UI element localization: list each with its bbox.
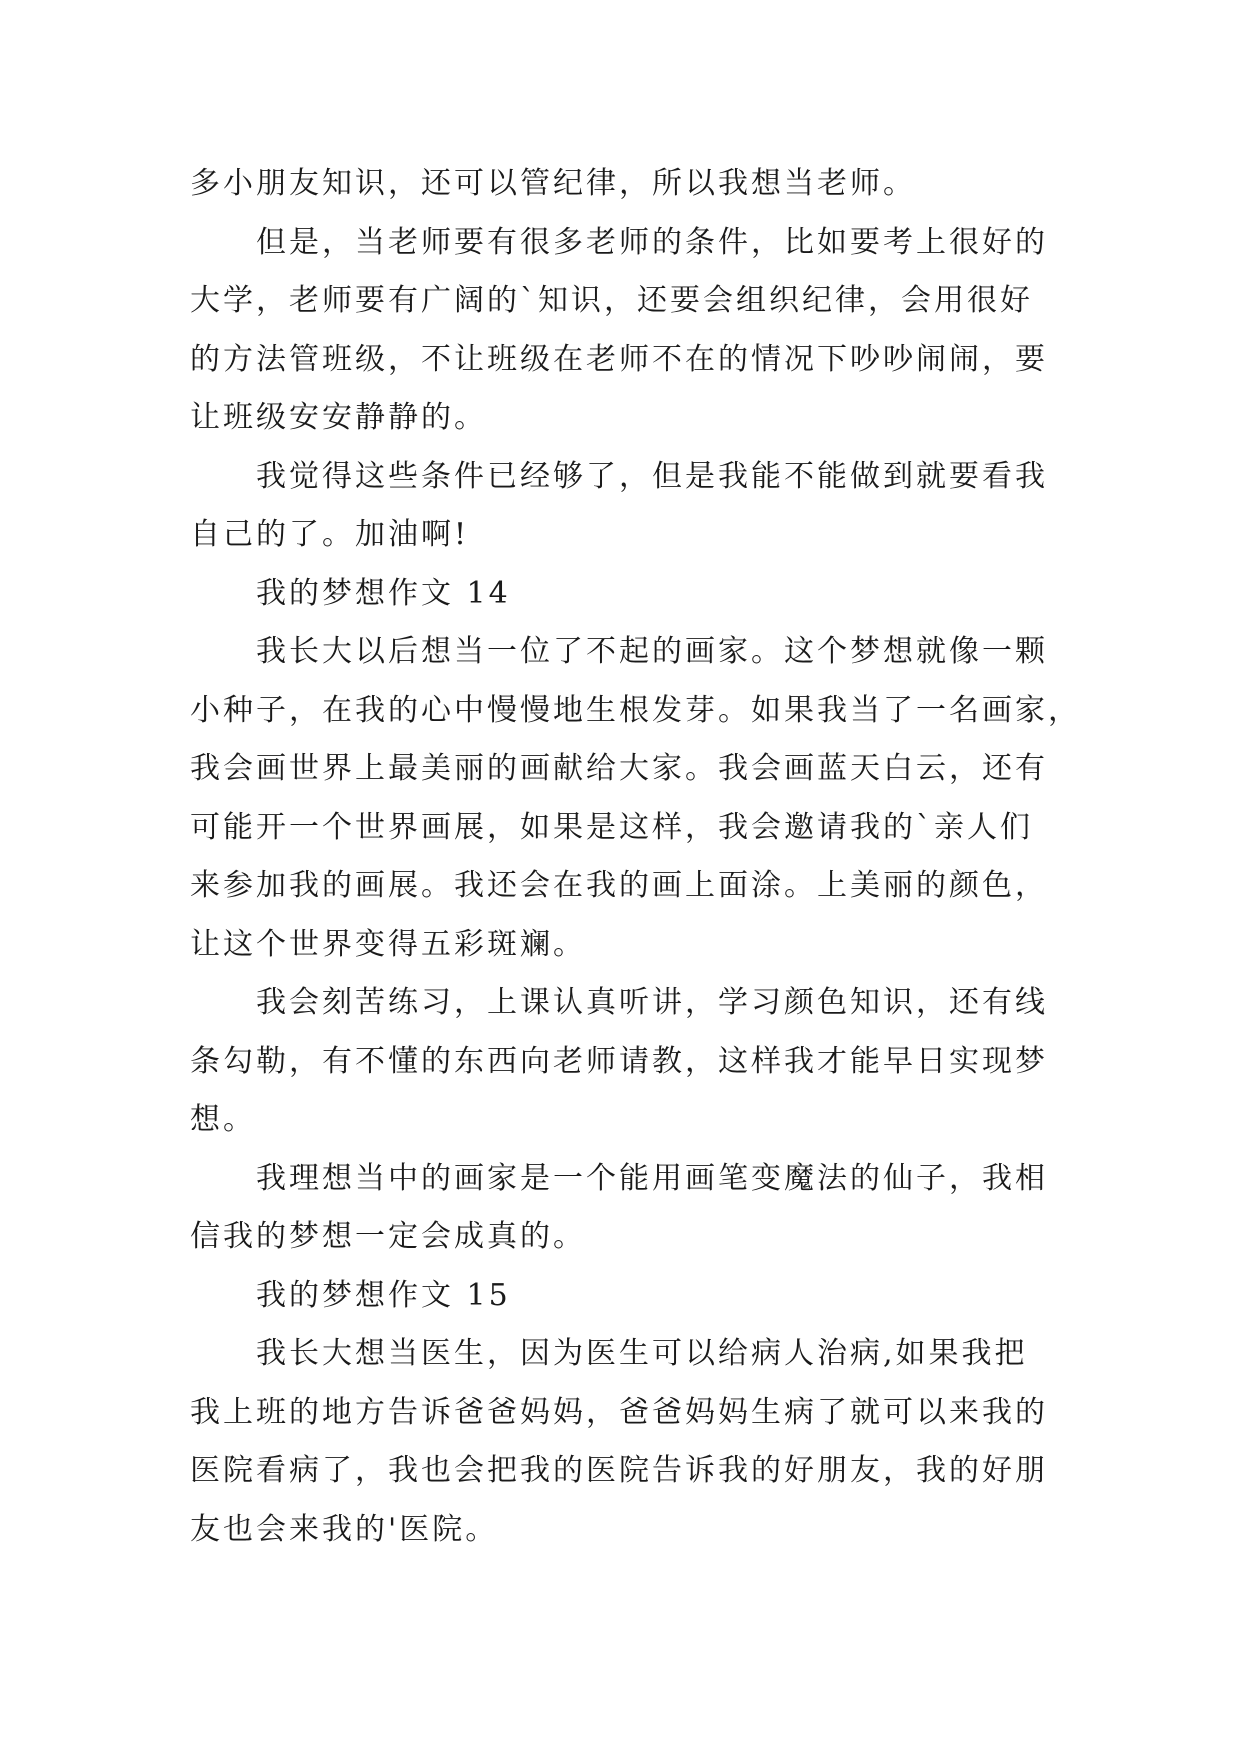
text-line: 大学，老师要有广阔的`知识，还要会组织纪律，会用很好 xyxy=(190,283,1033,318)
text-line: 想。 xyxy=(190,1102,256,1137)
text-line: 小种子，在我的心中慢慢地生根发芽。如果我当了一名画家， xyxy=(190,692,1081,728)
text-line: 自己的了。加油啊! xyxy=(190,517,470,552)
text-line: 我会画世界上最美丽的画献给大家。我会画蓝天白云，还有 xyxy=(190,751,1048,786)
text-line: 信我的梦想一定会成真的。 xyxy=(190,1219,586,1254)
text-line: 我上班的地方告诉爸爸妈妈，爸爸妈妈生病了就可以来我的 xyxy=(190,1394,1048,1430)
text-line: 我会刻苦练习，上课认真听讲，学习颜色知识，还有线 xyxy=(256,985,1048,1020)
text-line: 医院看病了，我也会把我的医院告诉我的好朋友，我的好朋 xyxy=(190,1453,1048,1488)
text-line: 让班级安安静静的。 xyxy=(190,400,487,435)
text-line: 友也会来我的'医院。 xyxy=(190,1511,499,1547)
text-line: 我长大以后想当一位了不起的画家。这个梦想就像一颗 xyxy=(256,634,1048,669)
text-line: 但是，当老师要有很多老师的条件，比如要考上很好的 xyxy=(256,224,1048,260)
text-line: 的方法管班级，不让班级在老师不在的情况下吵吵闹闹，要 xyxy=(190,341,1048,377)
text-line: 可能开一个世界画展，如果是这样，我会邀请我的`亲人们 xyxy=(190,809,1033,845)
text-line: 我理想当中的画家是一个能用画笔变魔法的仙子，我相 xyxy=(256,1160,1048,1196)
text-line: 让这个世界变得五彩斑斓。 xyxy=(190,926,586,962)
document-body xyxy=(190,155,1081,1559)
text-line: 我觉得这些条件已经够了，但是我能不能做到就要看我 xyxy=(256,458,1048,494)
text-line: 我长大想当医生，因为医生可以给病人治病,如果我把 xyxy=(256,1336,1028,1371)
section-heading-15: 我的梦想作文 15 xyxy=(256,1277,511,1313)
section-heading-14: 我的梦想作文 14 xyxy=(256,575,511,611)
text-line: 来参加我的画展。我还会在我的画上面涂。上美丽的颜色， xyxy=(190,868,1048,903)
text-line: 多小朋友知识，还可以管纪律，所以我想当老师。 xyxy=(190,166,916,201)
text-line: 条勾勒，有不懂的东西向老师请教，这样我才能早日实现梦 xyxy=(190,1043,1048,1079)
